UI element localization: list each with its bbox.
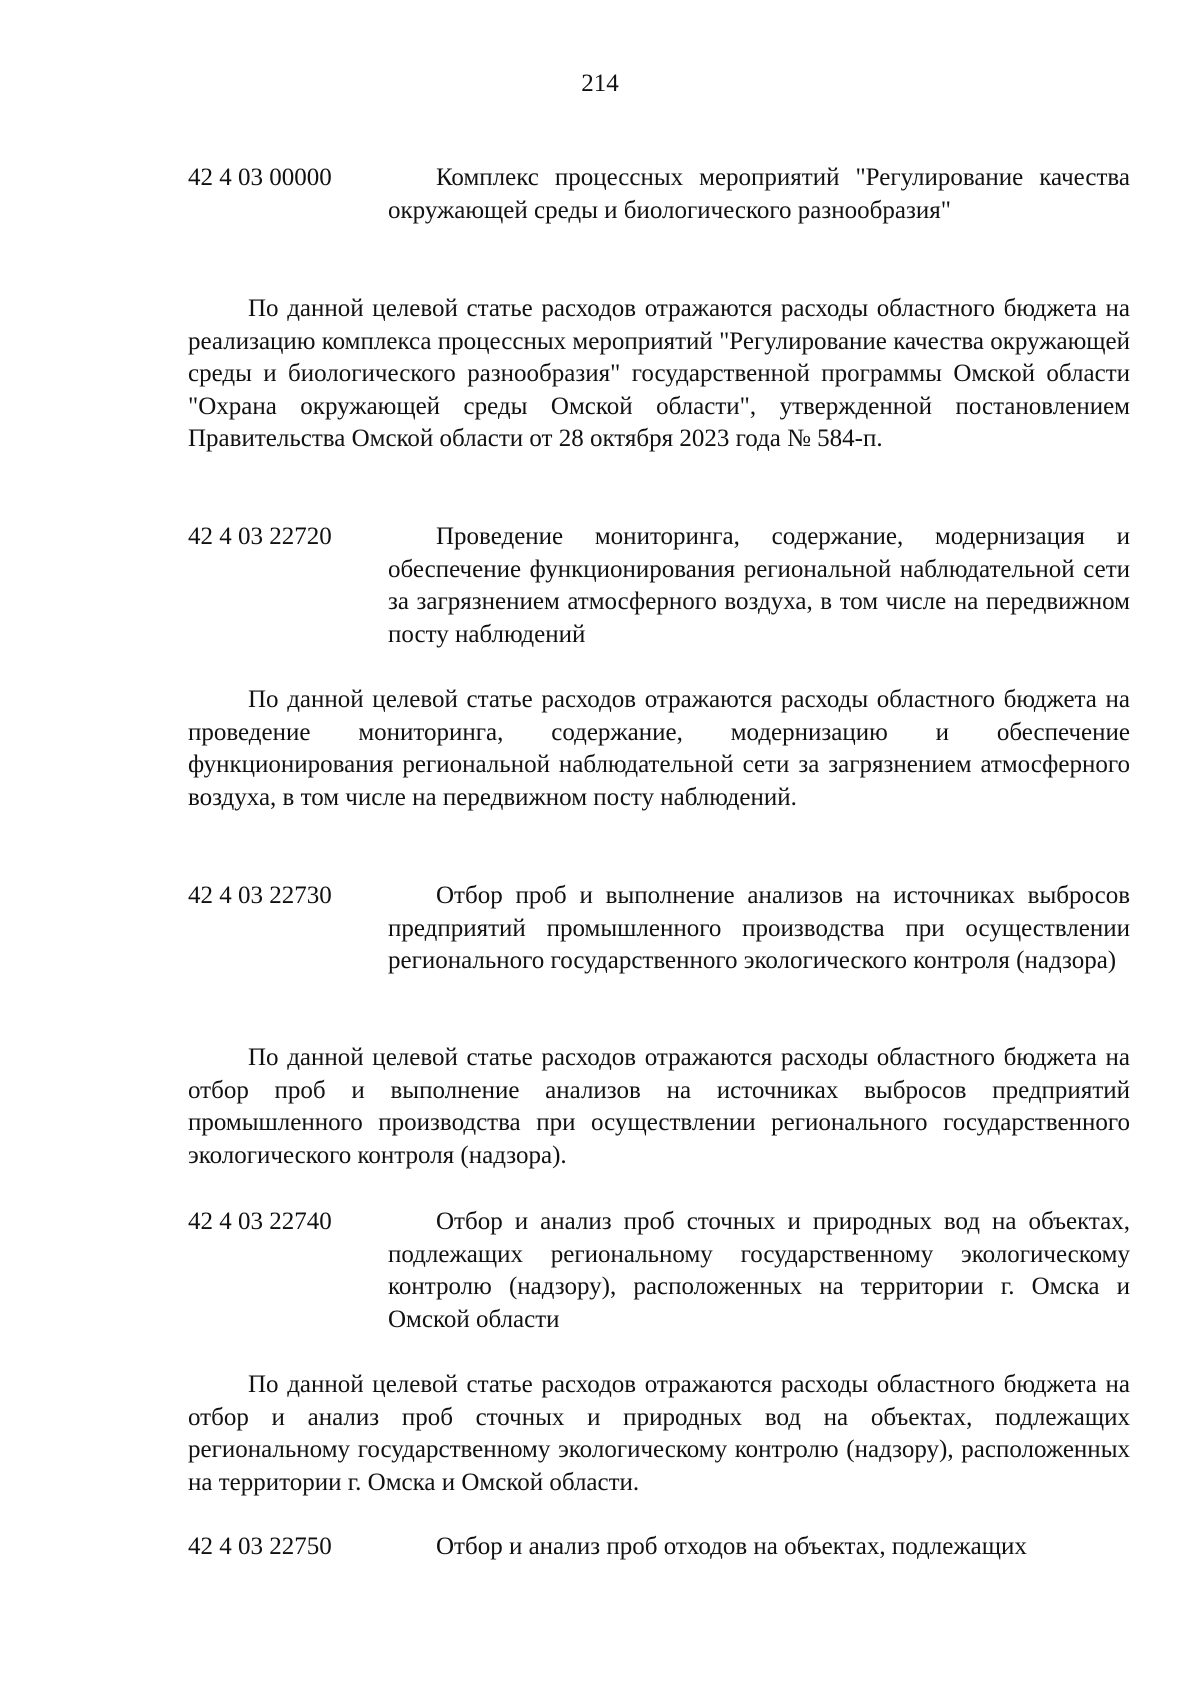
budget-item-description: По данной целевой статье расходов отражаются расходы областного бюджета на отбор проб и выполнение анализов на источниках выбросов предприятий промышленного производства при осуществлении регионального государственного экологического контроля (надзора). <box>188 1044 1130 1169</box>
budget-item-description: По данной целевой статье расходов отражаются расходы областного бюджета на реализацию комплекса процессных мероприятий "Регулирование качества окружающей среды и биологического разнообразия" государственной программы Омской области "Охрана окружающей среды Омской области", утвержденной постановлением Правительства Омской области от 28 октября 2023 года № 584-п. <box>188 295 1130 452</box>
budget-item-code: 42 4 03 22750 <box>188 1533 332 1560</box>
budget-item-code: 42 4 03 00000 <box>188 164 332 191</box>
budget-item-heading <box>188 162 1130 227</box>
budget-item-code: 42 4 03 22730 <box>188 882 332 909</box>
budget-item-heading <box>188 1531 1130 1564</box>
page-number: 214 <box>581 70 619 97</box>
budget-item-title: Отбор и анализ проб сточных и природных вод на объектах, подлежащих региональному государственному экологическому контролю (надзору), расположенных на территории г. Омска и Омской области <box>388 1208 1130 1333</box>
budget-item-heading <box>188 1206 1130 1336</box>
budget-item-heading <box>188 880 1130 978</box>
budget-item-code: 42 4 03 22720 <box>188 523 332 550</box>
budget-item-title: Отбор проб и выполнение анализов на источниках выбросов предприятий промышленного производства при осуществлении регионального государственного экологического контроля (надзора) <box>388 882 1130 974</box>
budget-item-title: Отбор и анализ проб отходов на объектах, подлежащих <box>436 1533 1027 1560</box>
budget-item-description: По данной целевой статье расходов отражаются расходы областного бюджета на отбор и анализ проб сточных и природных вод на объектах, подлежащих региональному государственному экологическому контролю (надзору), расположенных на территории г. Омска и Омской области. <box>188 1371 1130 1496</box>
budget-item-description: По данной целевой статье расходов отражаются расходы областного бюджета на проведение мониторинга, содержание, модернизацию и обеспечение функционирования региональной наблюдательной сети за загрязнением атмосферного воздуха, в том числе на передвижном посту наблюдений. <box>188 686 1130 811</box>
budget-item-code: 42 4 03 22740 <box>188 1208 332 1235</box>
budget-item-title: Комплекс процессных мероприятий "Регулирование качества окружающей среды и биологического разнообразия" <box>388 164 1130 224</box>
budget-item-title: Проведение мониторинга, содержание, модернизация и обеспечение функционирования региональной наблюдательной сети за загрязнением атмосферного воздуха, в том числе на передвижном посту наблюдений <box>388 523 1130 648</box>
budget-item-heading <box>188 521 1130 651</box>
